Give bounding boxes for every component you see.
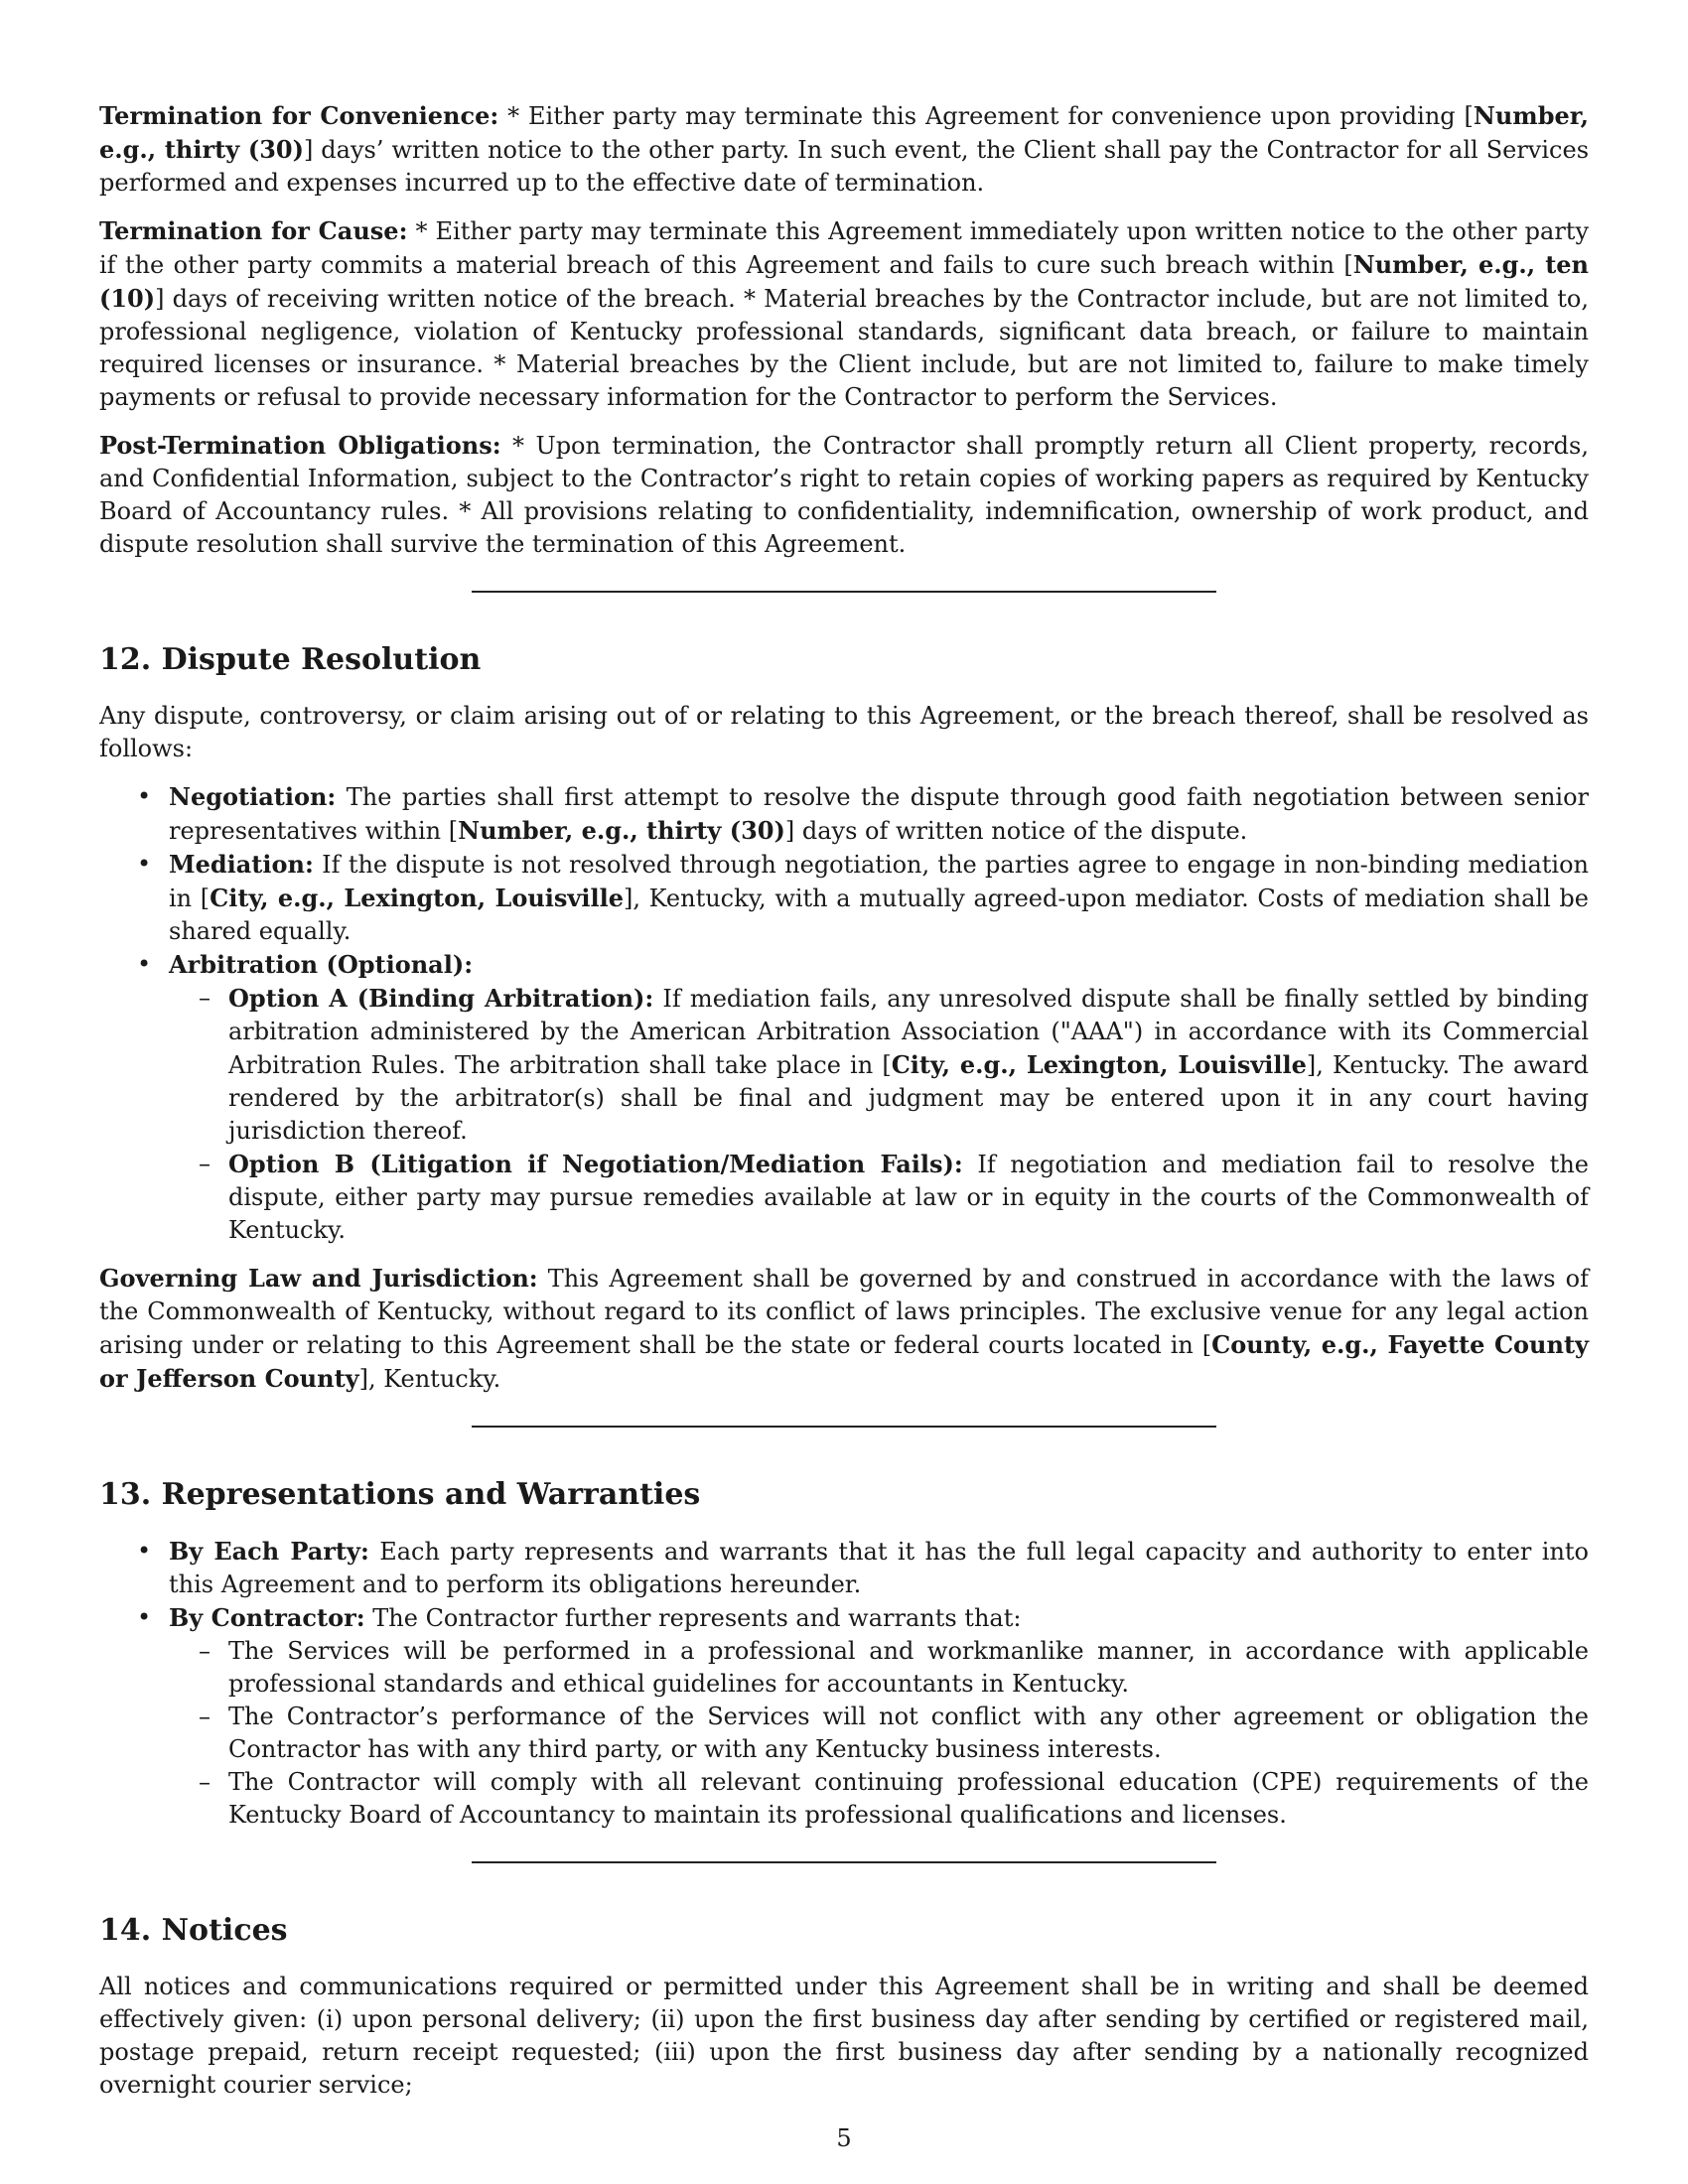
termination-convenience-heading: Termination for Convenience:: [99, 101, 499, 130]
post-termination-heading: Post-Termination Obligations:: [99, 431, 501, 460]
section-12-title: 12. Dispute Resolution: [99, 642, 482, 677]
list-item-option-b: – Option B (Litigation if Negotiation/Mediation Fails): If negotiation and mediation fail to resolve the dispute, either party may pursue remedies available at law or in equity in the courts of the Commonwealth of Kentucky.: [169, 1148, 1589, 1247]
page-number: 5: [836, 2124, 852, 2152]
list-item-contractor: • By Contractor: The Contractor further represents and warrants that: – The Services will be performed in a professional and workmanlike manner, in accordance with applicable professional standards and ethical guidelines for accountants in Kentucky. – The Contractor’s performance of the Services will not conflict with any other agreement or obligation the Contractor has with any third party, or with any Kentucky business interests. – The Contractor will comply with all relevant continuing professional education (CPE) requirements of the Kentucky Board of Accountancy to maintain its professional qualifications and licenses.: [99, 1601, 1589, 1832]
warranties-list: [99, 1535, 1589, 1832]
list-item-each-party: • By Each Party: Each party represents and warrants that it has the full legal capacity and authority to enter into this Agreement and to perform its obligations hereunder.: [99, 1535, 1589, 1601]
section-12-intro: Any dispute, controversy, or claim arising out of or relating to this Agreement, or the breach thereof, shall be resolved as follows:: [99, 702, 1589, 762]
document-page: [99, 99, 1589, 2116]
governing-law-heading: Governing Law and Jurisdiction:: [99, 1264, 538, 1293]
contractor-warranties-list: [169, 1635, 1589, 1832]
section-divider: [472, 591, 1216, 593]
governing-law-paragraph: Governing Law and Jurisdiction: This Agreement shall be governed by and construed in accordance with the laws of the Commonwealth of Kentucky, without regard to its conflict of laws principles. The exclusive venue for any legal action arising under or relating to this Agreement shall be the state or federal courts located in [County, e.g., Fayette County or Jefferson County], Kentucky.: [99, 1264, 1589, 1393]
list-item: – The Contractor’s performance of the Services will not conflict with any other agreement or obligation the Contractor has with any third party, or with any Kentucky business interests.: [169, 1701, 1589, 1766]
list-item: – The Services will be performed in a professional and workmanlike manner, in accordance with applicable professional standards and ethical guidelines for accountants in Kentucky.: [169, 1635, 1589, 1701]
dispute-resolution-list: [99, 780, 1589, 1247]
section-14-title: 14. Notices: [99, 1913, 288, 1948]
section-13-title: 13. Representations and Warranties: [99, 1477, 701, 1512]
section-divider: [472, 1426, 1216, 1428]
list-item-mediation: • Mediation: If the dispute is not resolved through negotiation, the parties agree to engage in non-binding mediation in [City, e.g., Lexington, Louisville], Kentucky, with a mutually agreed-upon mediator. Costs of mediation shall be shared equally.: [99, 848, 1589, 948]
termination-cause-heading: Termination for Cause:: [99, 216, 408, 245]
termination-cause-paragraph: Termination for Cause: * Either party may terminate this Agreement immediately upon written notice to the other party if the other party commits a material breach of this Agreement and fails to cure such breach within [Number, e.g., ten (10)] days of receiving written notice of the breach. * Material breaches by the Contractor include, but are not limited to, professional negligence, violation of Kentucky professional standards, significant data breach, or failure to maintain required licenses or insurance. * Material breaches by the Client include, but are not limited to, failure to make timely payments or refusal to provide necessary information for the Contractor to perform the Services.: [99, 216, 1590, 411]
termination-convenience-paragraph: Termination for Convenience: * Either party may terminate this Agreement for convenience upon providing [Number, e.g., thirty (30)] days’ written notice to the other party. In such event, the Client shall pay the Contractor for all Services performed and expenses incurred up to the effective date of termination.: [99, 101, 1590, 197]
list-item-negotiation: • Negotiation: The parties shall first attempt to resolve the dispute through good faith negotiation between senior representatives within [Number, e.g., thirty (30)] days of written notice of the dispute.: [99, 780, 1589, 848]
section-divider: [472, 1861, 1216, 1863]
list-item-arbitration: • Arbitration (Optional): – Option A (Binding Arbitration): If mediation fails, any unresolved dispute shall be finally settled by binding arbitration administered by the American Arbitration Association ("AAA") in accordance with its Commercial Arbitration Rules. The arbitration shall take place in [City, e.g., Lexington, Louisville], Kentucky. The award rendered by the arbitrator(s) shall be final and judgment may be entered upon it in any court having jurisdiction thereof. – Option B (Litigation if Negotiation/Mediation Fails): If negotiation and mediation fail to resolve the dispute, either party may pursue remedies available at law or in equity in the courts of the Commonwealth of Kentucky.: [99, 948, 1589, 1247]
post-termination-paragraph: Post-Termination Obligations: * Upon termination, the Contractor shall promptly return all Client property, records, and Confidential Information, subject to the Contractor’s right to retain copies of working papers as required by Kentucky Board of Accountancy rules. * All provisions relating to confidentiality, indemnification, ownership of work product, and dispute resolution shall survive the termination of this Agreement.: [99, 431, 1589, 558]
list-item-option-a: – Option A (Binding Arbitration): If mediation fails, any unresolved dispute shall be finally settled by binding arbitration administered by the American Arbitration Association ("AAA") in accordance with its Commercial Arbitration Rules. The arbitration shall take place in [City, e.g., Lexington, Louisville], Kentucky. The award rendered by the arbitrator(s) shall be final and judgment may be entered upon it in any court having jurisdiction thereof.: [169, 982, 1589, 1148]
arbitration-options-list: [169, 982, 1589, 1247]
list-item: – The Contractor will comply with all relevant continuing professional education (CPE) requirements of the Kentucky Board of Accountancy to maintain its professional qualifications and licenses.: [169, 1766, 1589, 1832]
section-14-text: All notices and communications required or permitted under this Agreement shall be in writing and shall be deemed effectively given: (i) upon personal delivery; (ii) upon the first business day after sending by certified or registered mail, postage prepaid, return receipt requested; (iii) upon the first business day after sending by a nationally recognized overnight courier service;: [99, 1973, 1589, 2099]
